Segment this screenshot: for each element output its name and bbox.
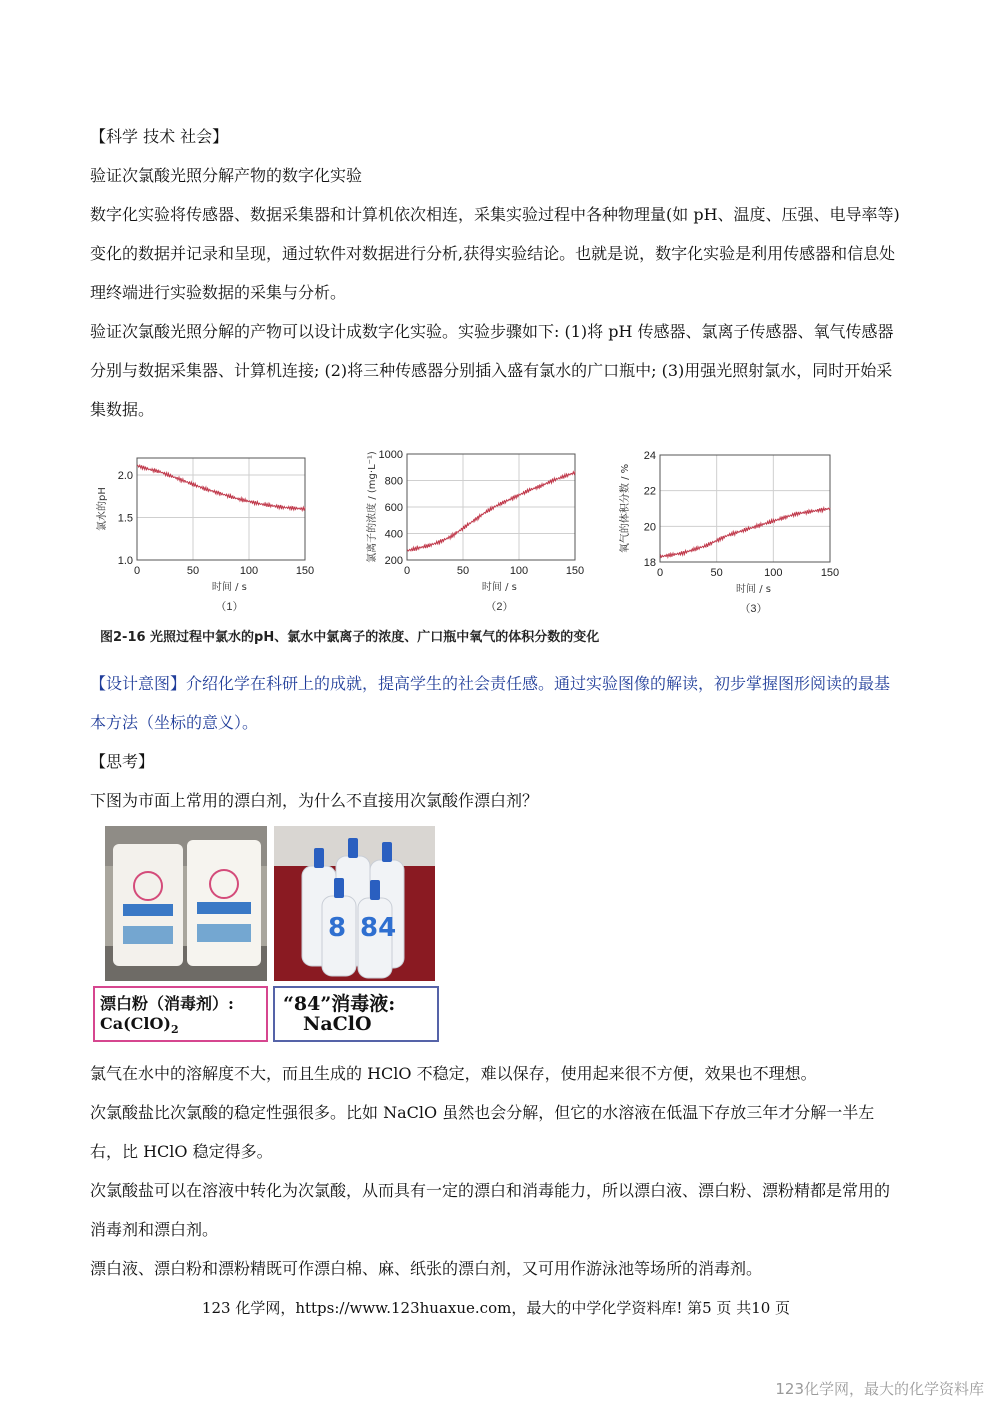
y-tick-label: 400: [384, 528, 403, 541]
y-tick-label: 18: [643, 557, 656, 569]
x-tick-label: 100: [509, 565, 529, 577]
question: 下图为市面上常用的漂白剂，为什么不直接用次氯酸作漂白剂？: [90, 791, 539, 810]
y-tick-label: 600: [384, 502, 403, 514]
disinfectant-84-photo: [274, 826, 435, 981]
y-tick-label: 200: [384, 555, 403, 567]
experiment-title: 验证次氯酸光照分解产物的数字化实验: [90, 166, 363, 185]
page-footer: 123 化学网，https://www.123huaxue.com，最大的中学化学资料库! 第5 页 共10 页: [201, 1299, 791, 1317]
watermark: 123化学网，最大的化学资料库: [775, 1380, 984, 1398]
paragraph-4: 漂白液、漂白粉和漂粉精既可作漂白棉、麻、纸张的漂白剂，又可用作游泳池等场所的消毒剂。: [90, 1259, 763, 1278]
disinfectant-84-formula: NaClO: [303, 1013, 372, 1035]
bleaching-powder-photo: [105, 826, 267, 981]
bleaching-powder-formula: $Ca(ClO)_2$: [100, 1014, 179, 1037]
y-axis-label: 氧气的体积分数 / %: [620, 463, 631, 554]
y-axis-label: 氯离子的浓度 / (mg·L⁻¹): [367, 451, 378, 563]
x-tick-label: 100: [239, 565, 259, 577]
chart-oxygen: [610, 440, 850, 620]
y-tick-label: 1000: [378, 449, 403, 461]
x-tick-label: 0: [656, 567, 664, 579]
bleaching-powder-label: 漂白粉（消毒剂）:: [100, 994, 234, 1013]
bleaching-powder-bags-image: [105, 826, 267, 981]
y-tick-label: 20: [643, 521, 656, 534]
data-series-line: [137, 465, 305, 510]
paragraph-1: 氯气在水中的溶解度不大，而且生成的 HClO 不稳定，难以保存，使用起来很不方便，效果也不理想。: [90, 1064, 817, 1083]
chart-subtitle: （2）: [485, 601, 514, 613]
svg-text:8: 8: [328, 913, 347, 943]
chart-subtitle: （3）: [739, 603, 768, 615]
y-axis-label: 氯水的pH: [97, 487, 108, 531]
x-tick-label: 50: [710, 567, 723, 579]
x-tick-label: 100: [764, 567, 783, 579]
chart-subtitle: （1）: [215, 601, 244, 613]
y-tick-label: 1.5: [117, 512, 133, 525]
disinfectant-bottles-image: [274, 826, 435, 981]
design-intent-label: 【设计意图】: [90, 674, 187, 693]
y-tick-label: 2.0: [117, 470, 133, 482]
x-tick-label: 50: [456, 565, 470, 577]
x-axis-label: 时间 / s: [736, 584, 771, 595]
data-series-line: [660, 508, 830, 558]
y-tick-label: 800: [384, 475, 403, 488]
x-tick-label: 0: [403, 565, 411, 577]
x-tick-label: 150: [565, 565, 585, 577]
disinfectant-84-label-box: [273, 986, 439, 1042]
grid: [660, 455, 830, 562]
x-axis-label: 时间 / s: [481, 582, 517, 593]
x-tick-label: 150: [295, 565, 315, 577]
plot-frame: [660, 455, 830, 562]
plot-frame: [137, 458, 305, 560]
x-tick-label: 0: [133, 565, 141, 577]
intro-paragraph: 数字化实验将传感器、数据采集器和计算机依次相连，采集实验过程中各种物理量(如 pH、温度、压强、电导率等)变化的数据并记录和呈现，通过软件对数据进行分析,获得实验结论。也就是说，数字化实验是利用传感器和信息处理终端进行实验数据的采集与分析。: [90, 205, 900, 302]
x-tick-label: 50: [186, 565, 200, 577]
data-series-line: [407, 471, 575, 551]
chart-chloride: [345, 440, 595, 620]
y-tick-label: 1.0: [117, 555, 133, 567]
design-intent-text: 介绍化学在科研上的成就，提高学生的社会责任感。通过实验图像的解读，初步掌握图形阅读的最基本方法（坐标的意义）。: [90, 674, 891, 732]
paragraph-3: 次氯酸盐可以在溶液中转化为次氯酸，从而具有一定的漂白和消毒能力，所以漂白液、漂白粉、漂粉精都是常用的消毒剂和漂白剂。: [90, 1181, 891, 1239]
bleaching-powder-label-box: [93, 986, 268, 1042]
chart-ph: [95, 440, 335, 620]
design-intent: [90, 664, 905, 742]
think-heading: 【思考】: [90, 752, 155, 771]
svg-text:84: 84: [360, 913, 397, 943]
figure-caption: 图2-16 光照过程中氯水的pH、氯水中氯离子的浓度、广口瓶中氧气的体积分数的变化: [100, 630, 600, 645]
x-tick-label: 150: [820, 567, 840, 579]
steps-paragraph: 验证次氯酸光照分解的产物可以设计成数字化实验。实验步骤如下: (1)将 pH 传感器、氯离子传感器、氧气传感器分别与数据采集器、计算机连接; (2)将三种传感器分别插入盛有氯水的广口瓶中; (3)用强光照射氯水，同时开始采集数据。: [90, 322, 894, 419]
x-axis-label: 时间 / s: [211, 582, 247, 593]
grid: [137, 458, 305, 560]
paragraph-2: 次氯酸盐比次氯酸的稳定性强很多。比如 NaClO 虽然也会分解，但它的水溶液在低温下存放三年才分解一半左右，比 HClO 稳定得多。: [90, 1103, 875, 1161]
y-tick-label: 24: [643, 450, 656, 462]
disinfectant-84-label: “84”消毒液:: [283, 993, 396, 1015]
section-heading: 【科学 技术 社会】: [90, 127, 229, 146]
y-tick-label: 22: [643, 485, 656, 498]
